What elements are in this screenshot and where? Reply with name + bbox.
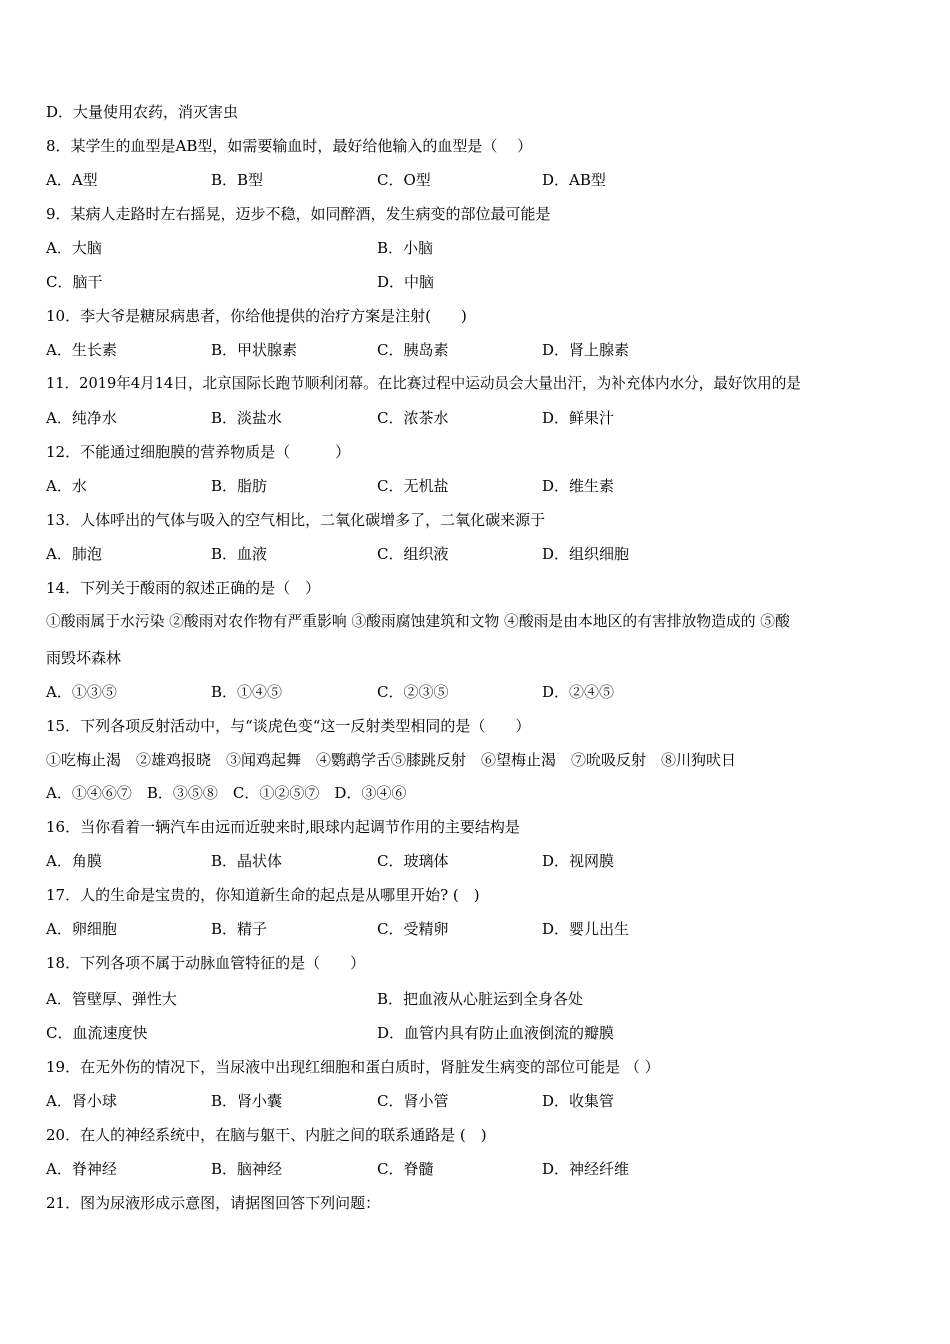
question-14: 14．下列关于酸雨的叙述正确的是（ ） bbox=[46, 579, 321, 597]
question-18: 18．下列各项不属于动脉血管特征的是（ ） bbox=[46, 954, 366, 972]
option-c: C．无机盐 bbox=[377, 477, 449, 495]
question-11: 11．2019年4月14日，北京国际长跑节顺利闭幕。在比赛过程中运动员会大量出汗，为补充体内水分，最好饮用的是 bbox=[46, 375, 801, 392]
option-c: C．脊髓 bbox=[377, 1160, 434, 1178]
option-d: D．收集管 bbox=[542, 1092, 615, 1110]
option-d: D．鲜果汁 bbox=[542, 409, 615, 427]
option-a: A．大脑 bbox=[46, 239, 102, 257]
option-d: D．血管内具有防止血液倒流的瓣膜 bbox=[377, 1024, 615, 1042]
question-9: 9．某病人走路时左右摇晃，迈步不稳，如同醉酒，发生病变的部位最可能是 bbox=[46, 205, 551, 223]
option-c: C．玻璃体 bbox=[377, 852, 449, 870]
option-d: D．肾上腺素 bbox=[542, 341, 630, 359]
option-d: D．维生素 bbox=[542, 477, 615, 495]
option-a: A．生长素 bbox=[46, 341, 117, 359]
question-14-statements: ①酸雨属于水污染 ②酸雨对农作物有严重影响 ③酸雨腐蚀建筑和文物 ④酸雨是由本地区的有害排放物造成的 ⑤酸 bbox=[46, 613, 790, 630]
option-a: A．管壁厚、弹性大 bbox=[46, 990, 177, 1008]
question-13: 13．人体呼出的气体与吸入的空气相比，二氧化碳增多了，二氧化碳来源于 bbox=[46, 511, 546, 529]
option-c: C．组织液 bbox=[377, 545, 449, 563]
option-d: D．AB型 bbox=[542, 171, 606, 189]
question-16: 16．当你看着一辆汽车由远而近驶来时,眼球内起调节作用的主要结构是 bbox=[46, 818, 520, 836]
question-14-statements-cont: 雨毁坏森林 bbox=[46, 649, 122, 667]
option-c: C．O型 bbox=[377, 171, 431, 189]
option-b: B．脑神经 bbox=[211, 1160, 283, 1178]
option-a: A．卵细胞 bbox=[46, 920, 117, 938]
option-b: B．精子 bbox=[211, 920, 268, 938]
option-d: D．视网膜 bbox=[542, 852, 615, 870]
option-b: B．肾小囊 bbox=[211, 1092, 283, 1110]
option-b: B．B型 bbox=[211, 171, 264, 189]
option-c: C．胰岛素 bbox=[377, 341, 449, 359]
question-8: 8．某学生的血型是AB型，如需要输血时，最好给他输入的血型是（ ） bbox=[46, 137, 533, 155]
option-b: B．晶状体 bbox=[211, 852, 283, 870]
question-15: 15．下列各项反射活动中，与“谈虎色变“这一反射类型相同的是（ ） bbox=[46, 717, 531, 735]
option-d: D．②④⑤ bbox=[542, 683, 615, 701]
option-a: A．肾小球 bbox=[46, 1092, 117, 1110]
option-a: A．角膜 bbox=[46, 852, 102, 870]
option-line: D．大量使用农药，消灭害虫 bbox=[46, 103, 239, 121]
option-d: D．神经纤维 bbox=[542, 1160, 630, 1178]
option-d: D．婴儿出生 bbox=[542, 920, 630, 938]
option-a: A．肺泡 bbox=[46, 545, 102, 563]
option-c: C．血流速度快 bbox=[46, 1024, 148, 1042]
option-b: B．①④⑤ bbox=[211, 683, 283, 701]
question-10: 10．李大爷是糖尿病患者，你给他提供的治疗方案是注射( ) bbox=[46, 307, 467, 325]
option-a: A．脊神经 bbox=[46, 1160, 117, 1178]
option-b: B．小脑 bbox=[377, 239, 434, 257]
option-c: C．肾小管 bbox=[377, 1092, 449, 1110]
option-c: C．脑干 bbox=[46, 273, 103, 291]
option-c: C．浓茶水 bbox=[377, 409, 449, 427]
question-15-items: ①吃梅止渴 ②雄鸡报晓 ③闻鸡起舞 ④鹦鹉学舌⑤膝跳反射 ⑥望梅止渴 ⑦吮吸反射 ⑧川狗吠日 bbox=[46, 751, 737, 769]
option-d: D．中脑 bbox=[377, 273, 435, 291]
option-d: D．组织细胞 bbox=[542, 545, 630, 563]
option-a: A．A型 bbox=[46, 171, 98, 189]
question-21: 21．图为尿液形成示意图，请据图回答下列问题： bbox=[46, 1194, 381, 1212]
option-a: A．纯净水 bbox=[46, 409, 117, 427]
option-b: B．脂肪 bbox=[211, 477, 268, 495]
option-b: B．甲状腺素 bbox=[211, 341, 298, 359]
option-b: B．血液 bbox=[211, 545, 268, 563]
question-12: 12．不能通过细胞膜的营养物质是（ ） bbox=[46, 443, 351, 461]
option-b: B．淡盐水 bbox=[211, 409, 283, 427]
question-19: 19．在无外伤的情况下，当尿液中出现红细胞和蛋白质时，肾脏发生病变的部位可能是 （ ） bbox=[46, 1058, 660, 1076]
option-c: C．②③⑤ bbox=[377, 683, 449, 701]
question-15-options: A．①④⑥⑦ B．③⑤⑧ C．①②⑤⑦ D．③④⑥ bbox=[46, 784, 407, 802]
question-20: 20．在人的神经系统中，在脑与躯干、内脏之间的联系通路是 ( ) bbox=[46, 1126, 487, 1144]
option-a: A．①③⑤ bbox=[46, 683, 117, 701]
option-b: B．把血液从心脏运到全身各处 bbox=[377, 990, 584, 1008]
option-a: A．水 bbox=[46, 477, 87, 495]
option-c: C．受精卵 bbox=[377, 920, 449, 938]
question-17: 17．人的生命是宝贵的，你知道新生命的起点是从哪里开始? ( ) bbox=[46, 886, 480, 904]
